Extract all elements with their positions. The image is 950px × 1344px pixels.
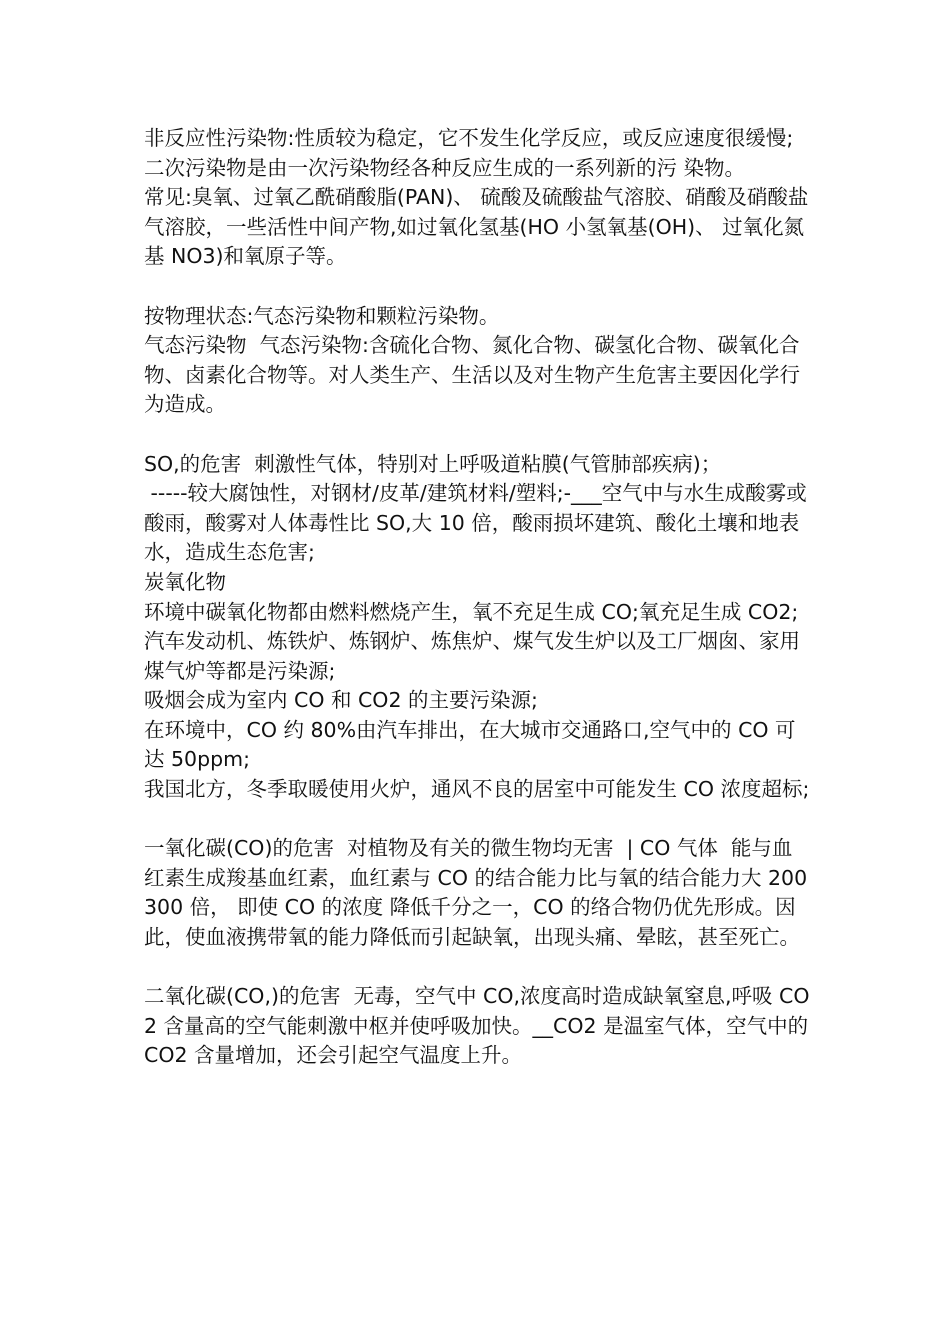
paragraph-co-hazard: 一氧化碳(CO)的危害 对植物及有关的微生物均无害 | CO 气体 能与血红素生成羧基血红素，血红素与 CO 的结合能力比与氧的结合能力大 200300 倍， 即使 CO 的浓度 降低千分之一，CO 的络合物仍优先形成。因此，使血液携带氧的能力降低而引起缺氧，出现头痛、晕眩，甚至死亡。 — [144, 836, 808, 950]
paragraph-so2-hazard: SO,的危害 刺激性气体，特别对上呼吸道粘膜(气管肺部疾病)； — [144, 451, 722, 476]
paragraph-pollution-sources: 汽车发动机、炼铁炉、炼钢炉、炼焦炉、煤气发生炉以及工厂烟囱、家用煤气炉等都是污染源; — [144, 629, 800, 683]
paragraph-physical-state: 按物理状态:气态污染物和颗粒污染物。 — [144, 303, 500, 328]
paragraph-gap — [144, 272, 812, 302]
paragraph-nonreactive-pollutants: 非反应性污染物:性质较为稳定，它不发生化学反应，或反应速度很缓慢; — [144, 126, 794, 150]
paragraph-gaseous-pollutants: 气态污染物 气态污染物:含硫化合物、氮化合物、碳氢化合物、碳氧化合物、卤素化合物等。对人类生产、生活以及对生物产生危害主要因化学行为造成。 — [144, 333, 800, 417]
paragraph-smoking: 吸烟会成为室内 CO 和 CO2 的主要污染源; — [144, 688, 538, 713]
paragraph-gap — [144, 953, 812, 983]
paragraph-secondary-pollutants: 二次污染物是由一次污染物经各种反应生成的一系列新的污 染物。 — [144, 155, 746, 180]
paragraph-so2-corrosive: -----较大腐蚀性，对钢材/皮革/建筑材料/塑料;-___空气中与水生成酸雾或酸雨，酸雾对人体毒性比 SO,大 10 倍，酸雨损坏建筑、酸化土壤和地表水，造成生态危害; — [144, 481, 807, 565]
paragraph-carbon-oxides-heading: 炭氧化物 — [144, 569, 226, 594]
paragraph-co2-hazard: 二氧化碳(CO,)的危害 无毒，空气中 CO,浓度高时造成缺氧窒息,呼吸 CO2 含量高的空气能刺激中枢并使呼吸加快。__CO2 是温室气体，空气中的 CO2 含量增加，还会引起空气温度上升。 — [144, 984, 815, 1068]
paragraph-co-vehicles: 在环境中，CO 约 80%由汽车排出，在大城市交通路口,空气中的 CO 可达 50ppm; — [144, 717, 796, 772]
paragraph-common-secondary: 常见:臭氧、过氧乙酰硝酸脂(PAN)、 硫酸及硫酸盐气溶胶、硝酸及硝酸盐气溶胶，一些活性中间产物,如过氧化氢基(HO 小氢氧基(OH)、 过氧化氮基 NO3)和氧原子等。 — [144, 185, 809, 269]
paragraph-co-north-china: 我国北方，冬季取暖使用火炉，通风不良的居室中可能发生 CO 浓度超标; — [144, 777, 810, 802]
paragraph-carbon-oxides-source: 环境中碳氧化物都由燃料燃烧产生，氧不充足生成 CO;氧充足生成 CO2; — [144, 599, 799, 624]
paragraph-gap — [144, 420, 812, 450]
document-body — [144, 124, 815, 1071]
paragraph-gap — [144, 805, 812, 835]
